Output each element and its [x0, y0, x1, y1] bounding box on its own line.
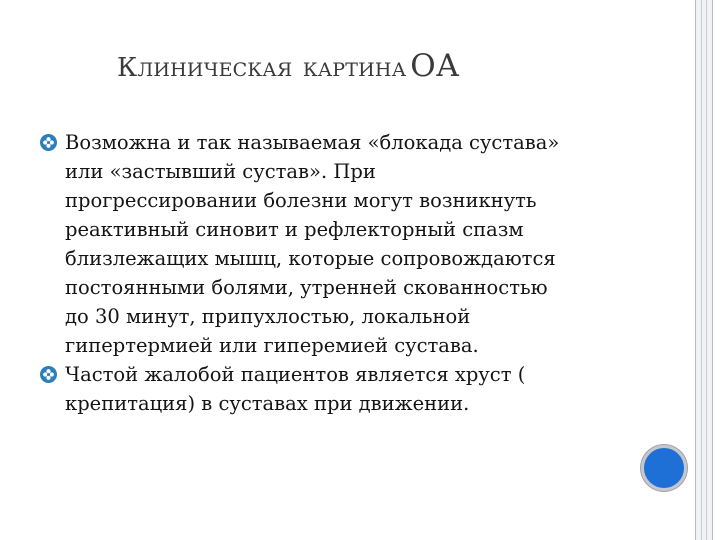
- bullet-line: или «застывший сустав». При: [65, 160, 376, 183]
- bullet-line: Частой жалобой пациентов является хруст (: [65, 363, 526, 386]
- flower-bullet-icon: [40, 366, 57, 383]
- bullet-item: [40, 128, 640, 360]
- slide-title: [117, 46, 460, 84]
- bullet-line: до 30 минут, припухлостью, локальной: [65, 305, 471, 328]
- bullet-line: близлежащих мышц, которые сопровождаются: [65, 247, 556, 270]
- bullet-list: [40, 128, 640, 418]
- frame-line: [701, 0, 702, 540]
- frame-line: [706, 0, 707, 540]
- bullet-line: гипертермией или гиперемией сустава.: [65, 334, 479, 357]
- title-word1-rest: ЛИНИЧЕСКАЯ: [137, 59, 293, 81]
- flower-bullet-icon: [40, 134, 57, 151]
- bullet-line: постоянными болями, утренней скованностью: [65, 276, 548, 299]
- right-frame: [695, 0, 713, 540]
- bullet-line: крепитация) в суставах при движении.: [65, 392, 470, 415]
- title-word2-first: К: [302, 59, 318, 81]
- bullet-line: прогрессировании болезни могут возникнуть: [65, 189, 537, 212]
- circle-decor-icon: [641, 445, 687, 491]
- bullet-item: [40, 360, 640, 418]
- bullet-line: Возможна и так называемая «блокада сустава»: [65, 131, 560, 154]
- title-abbr: ОА: [410, 48, 460, 84]
- title-word2-rest: АРТИНА: [317, 59, 407, 81]
- bullet-line: реактивный синовит и рефлекторный спазм: [65, 218, 524, 241]
- title-first-letter: К: [117, 53, 138, 83]
